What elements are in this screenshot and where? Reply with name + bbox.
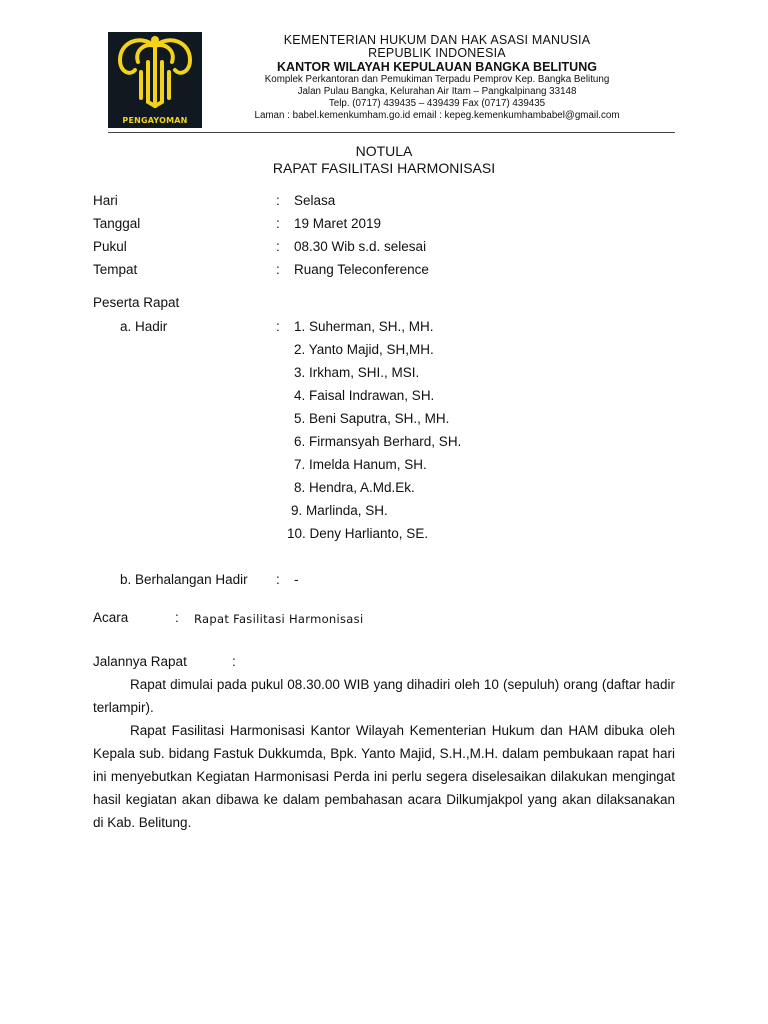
attendee-item: 8. Hendra, A.Md.Ek. <box>294 480 415 495</box>
website-email: Laman : babel.kemenkumham.go.id email : kepeg.kemenkumhambabel@gmail.com <box>254 110 620 121</box>
ministry-name: KEMENTERIAN HUKUM DAN HAK ASASI MANUSIA <box>283 33 591 47</box>
acara-label: Acara <box>93 610 129 625</box>
doc-subtitle: RAPAT FASILITASI HARMONISASI <box>272 160 496 176</box>
tempat-label: Tempat <box>93 262 138 277</box>
phone-fax: Telp. (0717) 439435 – 439439 Fax (0717) 439435 <box>328 98 546 109</box>
tanggal-label: Tanggal <box>93 216 141 231</box>
attendee-item: 2. Yanto Majid, SH,MH. <box>294 342 434 357</box>
letterhead-divider <box>108 132 675 133</box>
tanggal-value: 19 Maret 2019 <box>294 216 382 231</box>
address-line-2: Jalan Pulau Bangka, Kelurahan Air Itam – Pangkalpinang 33148 <box>297 86 577 97</box>
attendee-item: 1. Suherman, SH., MH. <box>294 319 434 334</box>
banyan-tree-icon <box>108 32 202 116</box>
pukul-colon: : <box>276 239 280 254</box>
attendee-item: 6. Firmansyah Berhard, SH. <box>294 434 462 449</box>
jalannya-colon: : <box>232 654 236 669</box>
attendee-item: 9. Marlinda, SH. <box>291 503 388 518</box>
hari-value: Selasa <box>294 193 336 208</box>
doc-title: NOTULA <box>355 143 413 159</box>
tanggal-colon: : <box>276 216 280 231</box>
attendee-item: 5. Beni Saputra, SH., MH. <box>294 411 450 426</box>
tempat-value: Ruang Teleconference <box>294 262 429 277</box>
berhalangan-colon: : <box>276 572 280 587</box>
tempat-colon: : <box>276 262 280 277</box>
hadir-label: a. Hadir <box>120 319 168 334</box>
hari-label: Hari <box>93 193 118 208</box>
logo-caption: PENGAYOMAN <box>122 116 188 125</box>
country-name: REPUBLIK INDONESIA <box>368 46 506 60</box>
hari-colon: : <box>276 193 280 208</box>
letterhead <box>212 34 662 122</box>
attendee-item: 4. Faisal Indrawan, SH. <box>294 388 435 403</box>
pengayoman-logo <box>108 32 202 128</box>
attendee-item: 10. Deny Harlianto, SE. <box>287 526 429 541</box>
attendee-item: 7. Imelda Hanum, SH. <box>294 457 427 472</box>
peserta-heading: Peserta Rapat <box>93 295 180 310</box>
address-line-1: Komplek Perkantoran dan Pemukiman Terpadu Pemprov Kep. Bangka Belitung <box>264 74 610 85</box>
jalannya-label: Jalannya Rapat <box>93 654 187 669</box>
hadir-colon: : <box>276 319 280 334</box>
paragraph-1: Rapat dimulai pada pukul 08.30.00 WIB yang dihadiri oleh 10 (sepuluh) orang (daftar hadir terlampir). <box>93 677 675 715</box>
paragraph-2: Rapat Fasilitasi Harmonisasi Kantor Wilayah Kementerian Hukum dan HAM dibuka oleh Kepala sub. bidang Fastuk Dukkumda, Bpk. Yanto Majid, S.H.,M.H. dalam pembukaan rapat hari ini menyebutkan Kegiatan Harmonisasi Perda ini perlu segera diselesaikan dilakukan mengingat hasil kegiatan akan dibawa ke dalam pembahasan acara Dilkumjakpol yang akan dilaksanakan di Kab. Belitung. <box>93 723 675 830</box>
acara-value: Rapat Fasilitasi Harmonisasi <box>194 612 364 626</box>
office-name: KANTOR WILAYAH KEPULAUAN BANGKA BELITUNG <box>277 60 597 74</box>
acara-colon: : <box>175 610 179 625</box>
pukul-label: Pukul <box>93 239 127 254</box>
berhalangan-value: - <box>294 572 299 587</box>
berhalangan-label: b. Berhalangan Hadir <box>120 572 248 587</box>
attendee-item: 3. Irkham, SHI., MSI. <box>294 365 420 380</box>
pukul-value: 08.30 Wib s.d. selesai <box>294 239 427 254</box>
